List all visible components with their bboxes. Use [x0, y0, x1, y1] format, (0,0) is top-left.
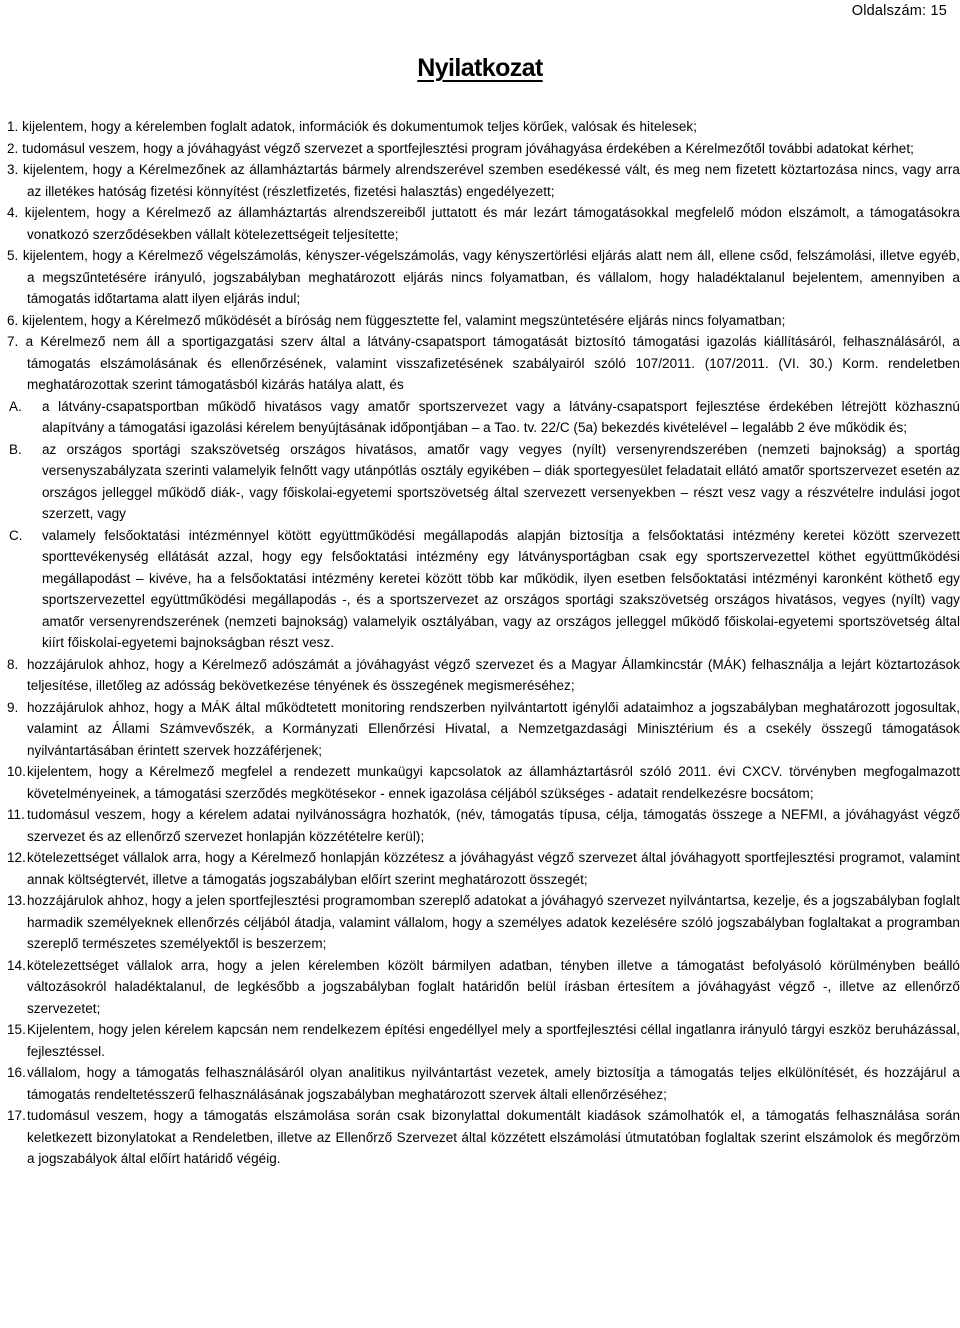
- item-text: kijelentem, hogy a Kérelmező az államháztartás alrendszereiből juttatott és már lezárt támogatásokkal megfelelő módon elszámolt, a támogatásokra vonatkozó szerződésekben vállalt kötelezettségeit teljesítette;: [24, 205, 960, 242]
- list-item: [7, 138, 960, 160]
- item-text: hozzájárulok ahhoz, hogy a MÁK által működtetett monitoring rendszerben nyilvántartott igénylői adataimhoz a jogszabályban meghatározott jogosultak, valamint az Állami Számvevőszék, a Kormányzati Ellenőrzési Hivatal, a Nemzetgazdasági Minisztérium és a csekély összegű támogatások nyilvántartásában érintett szervek hozzáférjenek;: [27, 699, 960, 758]
- item-number: 11.: [7, 807, 25, 822]
- item-text: kijelentem, hogy a Kérelmező megfelel a rendezett munkaügyi kapcsolatok az államháztartásról szóló 2011. évi CXCV. törvényben megfogalmazott követelményeinek, a támogatási szerződés megkötésekor - ennek igazolása céljából szükséges - adatait rendelkezésre bocsátom;: [27, 764, 960, 801]
- item-number: C.: [9, 527, 23, 543]
- title-container: [0, 51, 960, 85]
- list-item: [7, 697, 960, 762]
- list-item: [7, 890, 960, 955]
- item-text: tudomásul veszem, hogy a támogatás elszámolása során csak bizonylattal dokumentált kiadások számolhatók el, a támogatás felhasználása során keletkezett bizonylatokat a Rendeletben, illetve az Ellenőrző Szervezet által közzétett elszámolási útmutatóban foglaltak szerint elszámolok és megőrzöm a jogszabályok által előírt határidő végéig.: [27, 1108, 960, 1166]
- declaration-body: [7, 116, 960, 1170]
- list-item: [7, 804, 960, 847]
- item-number: 6.: [7, 312, 19, 328]
- page-number: Oldalszám: 15: [851, 3, 947, 19]
- item-text: kötelezettséget vállalok arra, hogy a jelen kérelemben közölt bármilyen adatban, tényben illetve a támogatást befolyásoló körülményben beálló változásokról haladéktalanul, de legkésőbb a jogszabályban foglalt határidőn belül írásban értesítem a jóváhagyást végző -, illetve az ellenőrző szervezetet;: [27, 957, 960, 1016]
- item-text: tudomásul veszem, hogy a jóváhagyást végző szervezet a sportfejlesztési program jóváhagyása érdekében a Kérelmezőtől további adatokat kérhet;: [22, 140, 914, 156]
- list-item: [7, 761, 960, 804]
- item-text: valamely felsőoktatási intézménnyel kötött együttműködési megállapodás alapján biztosítja a felsőoktatási intézmény keretei között szervezett sporttevékenység ellátását azzal, hogy egy felsőoktatási intézmény egy látványsportágban csak egy sportszervezettel köthet együttműködési megállapodást – kivéve, ha a felsőoktatási intézmény keretei között több kar működik, ilyen esetben felsőoktatási intézményi karonként köthető egy sportszervezettel együttműködési megállapodás -, és a sportszervezet az országos sportági szakszövetség országos hivatásos, vegyes (nyílt) vagy amatőr versenyrendszerének (nemzeti bajnokság) valamelyik osztályában, vagy az országos jelleggel működő főiskolai-egyetemi sportszövetség által kiírt főiskolai-egyetemi bajnokságban részt vesz.: [42, 527, 960, 650]
- item-text: kijelentem, hogy a Kérelmező végelszámolás, kényszer-végelszámolás, vagy kényszertörlési eljárás alatt nem áll, ellene csőd, felszámolási, illetve egyéb, a megszűntetésére irányuló, jogszabályban meghatározott eljárás nincs folyamatban, és vállalom, hogy haladéktalanul bejelentem, amennyiben a támogatás időtartama alatt ilyen eljárás indul;: [22, 248, 960, 306]
- item-text: hozzájárulok ahhoz, hogy a Kérelmező adószámát a jóváhagyást végző szervezet és a Magyar Államkincstár (MÁK) felhasználja a lejárt köztartozások teljesítése, illetőleg az adósság bekövetkezése tényének és összegének megismeréséhez;: [27, 656, 960, 693]
- item-text: kijelentem, hogy a kérelemben foglalt adatok, információk és dokumentumok teljes körűek, valósak és hitelesek;: [22, 119, 698, 134]
- item-text: a Kérelmező nem áll a sportigazgatási szerv által a látvány-csapatsport támogatását biztosító támogatási igazolás kiállításáról, felhasználásáról, a támogatás elszámolásának és ellenőrzésének, valamint visszafizetésének szabályairól szóló 107/2011. (107/2011. (VI. 30.) Korm. rendeletben meghatározottak szerint támogatásból kizárás hatálya alatt, és: [25, 334, 960, 392]
- item-text: kijelentem, hogy a Kérelmezőnek az államháztartás bármely alrendszerével szemben esedékessé vált, és meg nem fizetett köztartozása nincs, vagy arra az illetékes hatóság fizetési könnyítést (részletfizetés, fizetési halasztás) engedélyezett;: [22, 162, 960, 199]
- page-title: Nyilatkozat: [417, 54, 543, 82]
- item-number: B.: [9, 441, 22, 457]
- sub-list-item: [7, 439, 960, 525]
- item-number: 17.: [7, 1108, 26, 1123]
- item-text: kötelezettséget vállalok arra, hogy a Kérelmező honlapján közzétesz a jóváhagyást végző szervezet által jóváhagyott sportfejlesztési programot, valamint annak költségtervét, illetve a támogatás jogszabályban előírt szerint meghatározott összegét;: [27, 850, 960, 887]
- list-item: [7, 310, 960, 332]
- item-number: 4.: [7, 205, 19, 220]
- item-text: tudomásul veszem, hogy a kérelem adatai nyilvánosságra hozhatók, (név, támogatás típusa, célja, támogatás összege a NEFMI, a jóváhagyást végző szervezet és az ellenőrző szervezet honlapján közzétételre kerül);: [27, 807, 960, 844]
- item-number: 15.: [7, 1022, 26, 1037]
- sub-list-item: [7, 525, 960, 654]
- list-item: [7, 1019, 960, 1062]
- list-item: [7, 331, 960, 396]
- item-number: A.: [9, 398, 22, 414]
- item-number: 13.: [7, 893, 26, 908]
- list-item: [7, 245, 960, 310]
- list-item: [7, 654, 960, 697]
- item-text: kijelentem, hogy a Kérelmező működését a bíróság nem függesztette fel, valamint megszüntetésére eljárás nincs folyamatban;: [22, 312, 786, 328]
- sub-condition-list: [7, 396, 960, 654]
- item-number: 14.: [7, 957, 26, 973]
- list-item: [7, 955, 960, 1020]
- item-number: 3.: [7, 162, 19, 177]
- item-number: 10.: [7, 764, 26, 779]
- list-item: [7, 116, 960, 138]
- item-text: Kijelentem, hogy jelen kérelem kapcsán nem rendelkezem építési engedéllyel mely a sportfejlesztési céllal ingatlanra irányuló tárgyi eszköz beruházással, fejlesztéssel.: [27, 1022, 960, 1059]
- item-number: 16.: [7, 1065, 26, 1080]
- item-text: vállalom, hogy a támogatás felhasználásáról olyan analitikus nyilvántartást vezetek, amely biztosítja a támogatás teljes elkülönítését, és hozzájárul a támogatás rendeltetésszerű felhasználásának jogszabályban meghatározott szervek általi ellenőrzéséhez;: [27, 1065, 960, 1102]
- item-number: 1.: [7, 119, 19, 134]
- item-number: 5.: [7, 248, 19, 263]
- declaration-list: [7, 116, 960, 396]
- sub-list-item: [7, 396, 960, 439]
- item-number: 7.: [7, 334, 19, 349]
- item-number: 12.: [7, 850, 26, 865]
- item-text: a látvány-csapatsportban működő hivatásos vagy amatőr sportszervezet vagy a látvány-csapatsport fejlesztése érdekében létrejött közhasznú alapítvány a támogatási igazolási kérelem benyújtásának időpontjában – a Tao. tv. 22/C (5a) bekezdés kivételével – legalább 2 éve működik és;: [42, 398, 960, 435]
- list-item: [7, 1105, 960, 1170]
- list-item: [7, 1062, 960, 1105]
- item-number: 8.: [7, 656, 19, 672]
- list-item: [7, 202, 960, 245]
- item-text: hozzájárulok ahhoz, hogy a jelen sportfejlesztési programomban szereplő adatokat a jóváhagyó szervezet nyilvántartsa, kezelje, és a jogszabályban foglalt harmadik személyeknek ellenőrzés céljából átadja, valamint vállalom, hogy a személyes adatok kezelésére szóló jogszabályban foglaltakat a programban szereplő természetes személyektől is beszerzem;: [27, 893, 960, 951]
- declaration-list-continued: [7, 654, 960, 1170]
- list-item: [7, 847, 960, 890]
- item-number: 9.: [7, 699, 19, 715]
- item-number: 2.: [7, 140, 19, 156]
- list-item: [7, 159, 960, 202]
- item-text: az országos sportági szakszövetség országos hivatásos, amatőr vagy vegyes (nyílt) versenyrendszerében (nemzeti bajnokság) a sportág versenyszabályzata szerinti valamelyik felnőtt vagy utánpótlás osztály egyikében – diák sportegyesület feladatait ellátó amatőr sportszervezet esetén az országos jelleggel működő diák-, vagy főiskolai-egyetemi sportszövetség által szervezett versenyekben – részt vesz vagy a részvételre indulási jogot szerzett, vagy: [42, 441, 960, 521]
